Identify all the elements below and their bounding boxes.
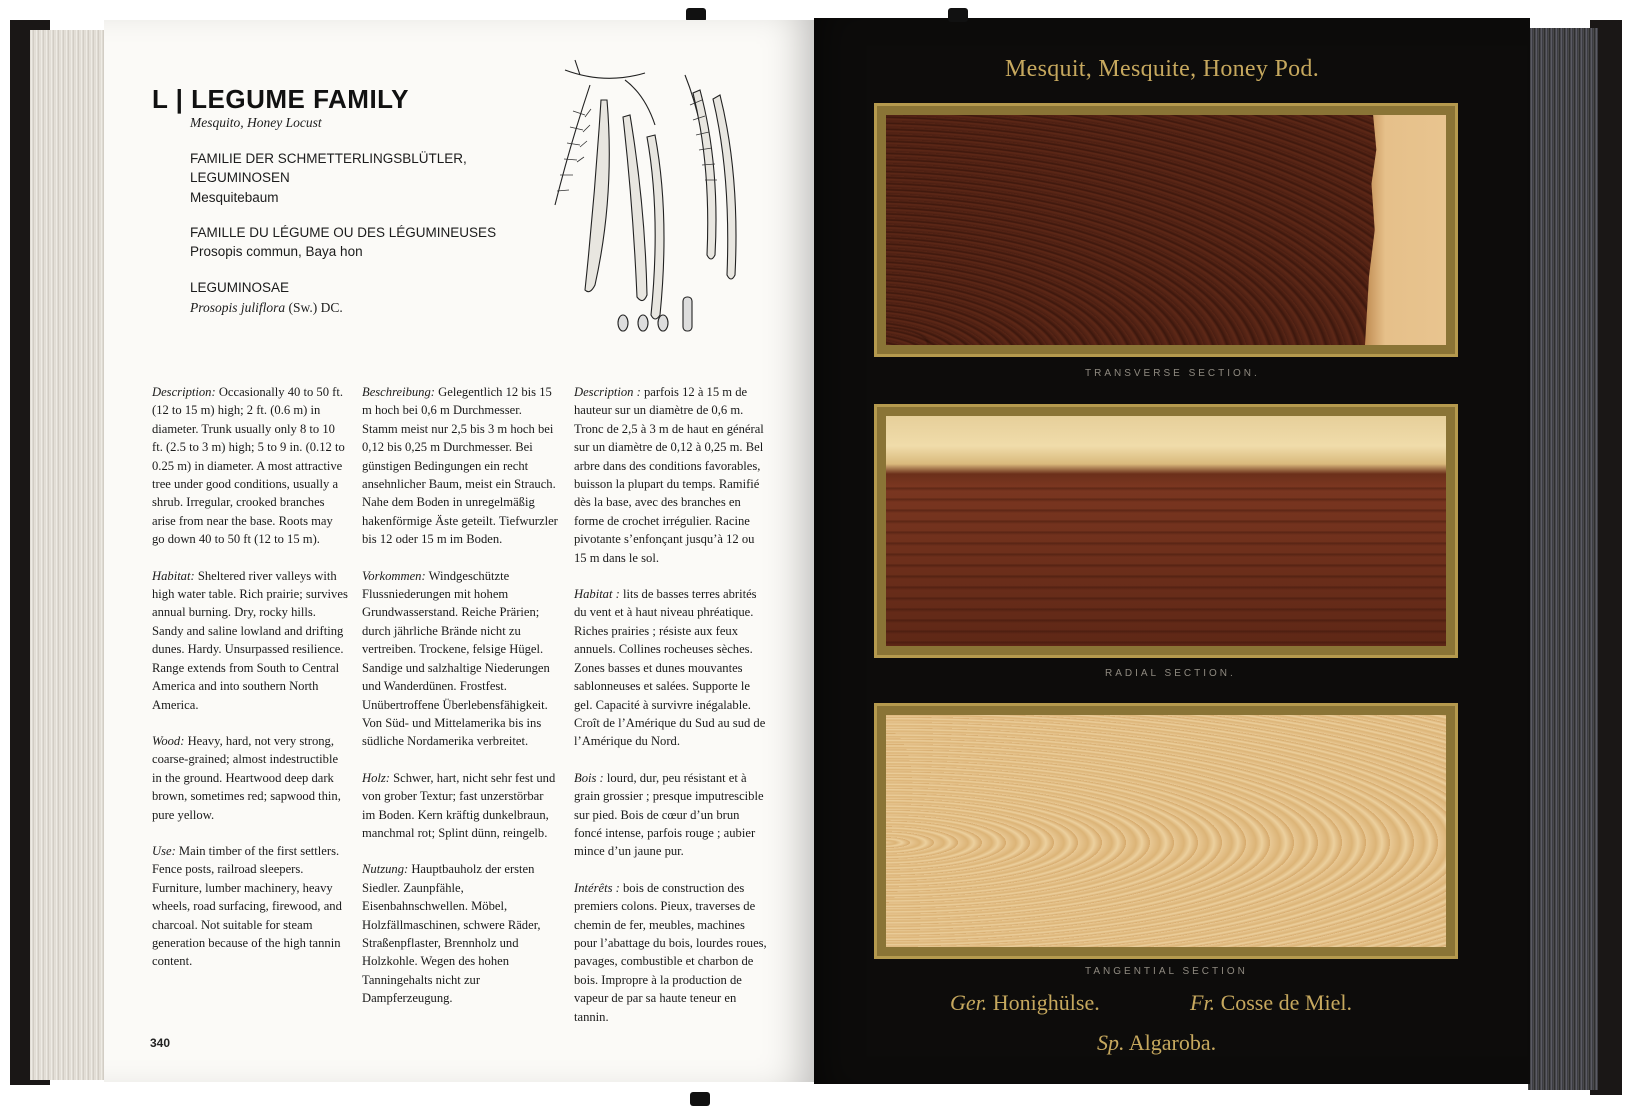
latin-binomial bbox=[190, 298, 343, 317]
caption-radial: RADIAL SECTION. bbox=[1105, 668, 1236, 679]
caption-tangential: TANGENTIAL SECTION bbox=[1085, 966, 1248, 977]
tangential-section-sample bbox=[886, 715, 1446, 947]
german-description: Beschreibung: Gelegentlich 12 bis 15 m hoch bei 0,6 m Durchmesser. Stamm meist nur 2,5 bis 3 m hoch bei 0,12 bis 0,25 m Durchmesser. Bei günstigen Bedingungen ein recht ansehnlicher Baum, meist ein Strauch. Nahe dem Boden in unregelmäßig hakenförmige Äste geteilt. Tiefwurzler bis 12 oder 15 m im Boden. bbox=[362, 385, 558, 547]
transverse-section-sample bbox=[886, 115, 1446, 345]
latin-species: Prosopis juliflora bbox=[190, 300, 286, 315]
german-habitat: Vorkommen: Windgeschützte Flussniederungen mit hohem Grundwasserstand. Reiche Prärien; durch jährliche Brände nicht zu vertreiben. Trockene, felsige Hügel. Sandige und salzhaltige Niederungen und Wanderdünen. Frostfest. Unübertroffene Überlebensfähigkeit. Von Süd- und Mittelamerika bis ins südliche Nordamerika verbreitet. bbox=[362, 568, 550, 749]
name-french: Fr. Cosse de Miel. bbox=[1190, 990, 1352, 1015]
latin-family: LEGUMINOSAE bbox=[190, 280, 290, 295]
family-heading: L | LEGUME FAMILY bbox=[152, 84, 410, 114]
mesquite-botanical-illustration bbox=[535, 55, 760, 350]
english-wood: Wood: Heavy, hard, not very strong, coarse-grained; almost indestructible in the ground. Heartwood deep dark brown, sometimes red; sapwood thin, pure yellow. bbox=[152, 733, 341, 822]
french-wood: Bois : lourd, dur, peu résistant et à grain grossier ; presque imputrescible sur pied. Bois de cœur d’un brun foncé intense, parfois rouge ; aubier mince d’un jaune pur. bbox=[574, 770, 764, 859]
name-german: Ger. Honighülse. bbox=[950, 990, 1100, 1015]
german-tree-name: Mesquitebaum bbox=[190, 190, 279, 205]
english-description: Description: Occasionally 40 to 50 ft. (12 to 15 m) high; 2 ft. (0.6 m) in diameter. Trunk usually only 8 to 10 ft. (2.5 to 3 m) high; 5 to 9 in. (0.12 to 0.25 m) in diameter. A most attractive tree under good conditions, usually a shrub. Irregular, crooked branches arise from near the base. Roots may go down 40 to 50 ft (12 to 15 m). bbox=[152, 385, 345, 547]
german-family-line-1: FAMILIE DER SCHMETTERLINGSBLÜTLER, bbox=[190, 151, 467, 166]
radial-grain bbox=[886, 480, 1446, 646]
english-habitat: Habitat: Sheltered river valleys with high water table. Rich prairie; survives annual burning. Dry, rocky hills. Sandy and saline lowland and drifting dunes. Hardy. Unsurpassed resilience. Range extends from South to Central America and into southern North America. bbox=[152, 568, 348, 712]
latin-author: (Sw.) DC. bbox=[285, 300, 343, 315]
plate-title: Mesquit, Mesquite, Honey Pod. bbox=[1005, 56, 1320, 82]
transverse-sapwood bbox=[1365, 115, 1446, 345]
page-block-edge-left bbox=[30, 30, 110, 1080]
english-use: Use: Main timber of the first settlers. Fence posts, railroad sleepers. Furniture, lumber machinery, heavy wheels, road surfacing, firewood, and charcoal. Not suitable for steam generation because of the high tannin content. bbox=[152, 843, 342, 969]
name-spanish: Sp. Algaroba. bbox=[1097, 1030, 1217, 1055]
french-column bbox=[574, 383, 770, 1044]
french-habitat: Habitat : lits de basses terres abrités du vent et à haut niveau phréatique. Riches prairies ; résiste aux feux annuels. Collines rocheuses sèches. Zones basses et dunes mouvantes sablonneuses et salées. Supporte le gel. Capacité à survivre inégalable. Croît de l’Amérique du Sud au sud de l’Amérique du Nord. bbox=[574, 587, 766, 749]
english-column bbox=[152, 383, 348, 989]
headband-bottom bbox=[690, 1092, 710, 1106]
german-wood: Holz: Schwer, hart, nicht sehr fest und von grober Textur; fast unzerstörbar im Boden. Kern kräftig dunkelbraun, manchmal rot; Splint dünn, reingelb. bbox=[362, 770, 556, 840]
headband-right bbox=[948, 8, 968, 22]
german-use: Nutzung: Hauptbauholz der ersten Siedler. Zaunpfähle, Eisenbahnschwellen. Möbel, Holzfällmaschinen, schwere Räder, Straßenpflaster, Brennholz und Holzkohle. Wegen des hohen Tanningehalts nicht zur Dampferzeugung. bbox=[362, 862, 541, 1006]
german-column bbox=[362, 383, 558, 1026]
german-family-line-2: LEGUMINOSEN bbox=[190, 170, 290, 185]
french-family: FAMILLE DU LÉGUME OU DES LÉGUMINEUSES bbox=[190, 225, 497, 240]
page-number: 340 bbox=[150, 1036, 171, 1050]
caption-transverse: TRANSVERSE SECTION. bbox=[1085, 368, 1260, 379]
page-block-edge-right bbox=[1528, 28, 1598, 1090]
family-common-names: Mesquito, Honey Locust bbox=[190, 115, 322, 130]
french-use: Intérêts : bois de construction des premiers colons. Pieux, traverses de chemin de fer, meubles, machines pour l’abattage du bois, lourdes roues, pavages, combustible et charbon de bois. Impropre à la production de vapeur de par sa haute teneur en tannin. bbox=[574, 880, 767, 1024]
french-tree-name: Prosopis commun, Baya hon bbox=[190, 244, 363, 259]
french-description: Description : parfois 12 à 15 m de hauteur sur un diamètre de 0,6 m. Tronc de 2,5 à 3 m de haut en général sur un diamètre de 0,12 à 0,25 m. Bel arbre dans des conditions favorables, buisson la plupart du temps. Ramifié dès la base, avec des branches en forme de crochet irrégulier. Racine pivotante s’enfonçant jusqu’à 12 ou 15 m dans le sol. bbox=[574, 385, 764, 565]
